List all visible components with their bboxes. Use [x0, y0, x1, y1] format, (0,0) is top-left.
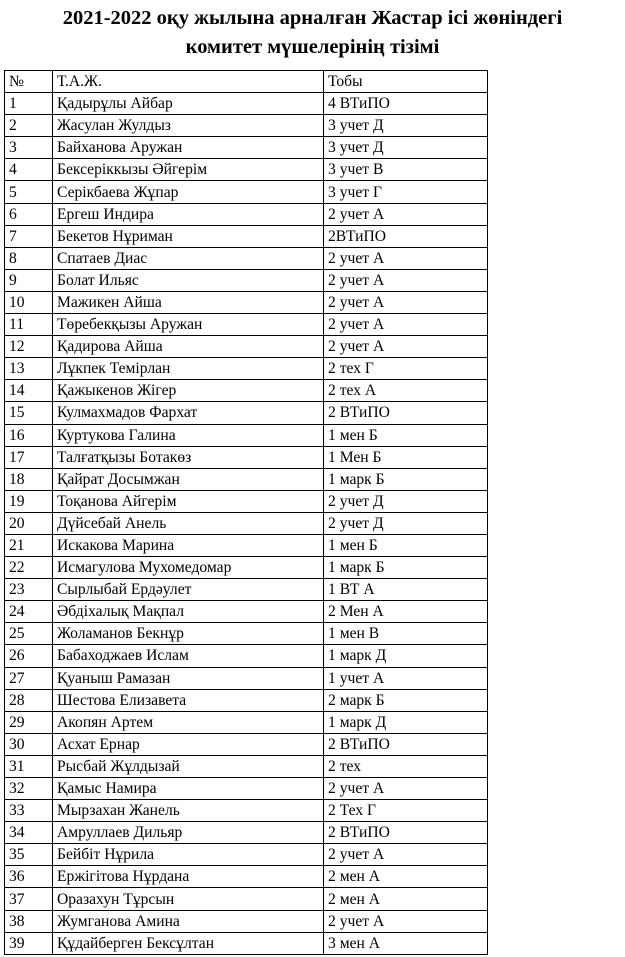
member-name: Лұкпек Темірлан — [53, 358, 324, 380]
member-name: Байханова Аружан — [53, 137, 324, 159]
members-table-body — [5, 71, 488, 955]
table-row — [5, 93, 488, 115]
member-group: 2 учет А — [324, 778, 488, 800]
row-number: 22 — [5, 557, 53, 579]
table-row — [5, 247, 488, 269]
row-number: 39 — [5, 932, 53, 954]
table-row — [5, 181, 488, 203]
row-number: 37 — [5, 888, 53, 910]
member-name: Жоламанов Бекнұр — [53, 623, 324, 645]
members-table — [4, 70, 488, 955]
member-name: Құдайберген Бексұлтан — [53, 932, 324, 954]
member-name: Рысбай Жұлдызай — [53, 755, 324, 777]
table-row — [5, 689, 488, 711]
table-row — [5, 711, 488, 733]
member-name: Шестова Елизавета — [53, 689, 324, 711]
member-group: 2 учет А — [324, 910, 488, 932]
member-group: 2 учет А — [324, 291, 488, 313]
table-row — [5, 667, 488, 689]
table-header-row — [5, 71, 488, 93]
member-name: Оразахун Тұрсын — [53, 888, 324, 910]
row-number: 15 — [5, 402, 53, 424]
member-group: 2 ВТиПО — [324, 822, 488, 844]
header-number: № — [5, 71, 53, 93]
row-number: 1 — [5, 93, 53, 115]
table-row — [5, 468, 488, 490]
row-number: 7 — [5, 225, 53, 247]
member-group: 2 мен А — [324, 866, 488, 888]
row-number: 8 — [5, 247, 53, 269]
member-group: 3 учет Г — [324, 181, 488, 203]
member-name: Бейбіт Нұрила — [53, 844, 324, 866]
row-number: 3 — [5, 137, 53, 159]
row-number: 17 — [5, 446, 53, 468]
table-row — [5, 512, 488, 534]
table-row — [5, 623, 488, 645]
member-name: Қадырұлы Айбар — [53, 93, 324, 115]
table-row — [5, 137, 488, 159]
member-group: 1 марк Д — [324, 711, 488, 733]
member-name: Куртукова Галина — [53, 424, 324, 446]
member-group: 3 учет Д — [324, 115, 488, 137]
table-row — [5, 115, 488, 137]
table-row — [5, 424, 488, 446]
table-row — [5, 755, 488, 777]
row-number: 28 — [5, 689, 53, 711]
row-number: 20 — [5, 512, 53, 534]
member-group: 4 ВТиПО — [324, 93, 488, 115]
table-row — [5, 645, 488, 667]
member-group: 2 учет А — [324, 203, 488, 225]
member-group: 1 марк Б — [324, 468, 488, 490]
member-name: Болат Ильяс — [53, 269, 324, 291]
member-name: Кулмахмадов Фархат — [53, 402, 324, 424]
member-name: Бекетов Нұриман — [53, 225, 324, 247]
table-row — [5, 733, 488, 755]
title-line-2: комитет мүшелерінің тізімі — [185, 36, 440, 58]
member-name: Сырлыбай Ердәулет — [53, 579, 324, 601]
row-number: 29 — [5, 711, 53, 733]
member-group: 2 ВТиПО — [324, 733, 488, 755]
table-row — [5, 800, 488, 822]
member-group: 2 учет Д — [324, 490, 488, 512]
table-row — [5, 557, 488, 579]
document-title — [0, 4, 625, 62]
row-number: 13 — [5, 358, 53, 380]
member-name: Тоқанова Айгерім — [53, 490, 324, 512]
table-row — [5, 203, 488, 225]
row-number: 30 — [5, 733, 53, 755]
table-row — [5, 358, 488, 380]
row-number: 14 — [5, 380, 53, 402]
member-name: Талғатқызы Ботакөз — [53, 446, 324, 468]
row-number: 23 — [5, 579, 53, 601]
row-number: 4 — [5, 159, 53, 181]
table-row — [5, 822, 488, 844]
member-name: Бексеріккызы Әйгерім — [53, 159, 324, 181]
row-number: 12 — [5, 336, 53, 358]
table-row — [5, 314, 488, 336]
member-group: 2 учет А — [324, 247, 488, 269]
member-group: 2 тех — [324, 755, 488, 777]
member-group: 2 учет А — [324, 336, 488, 358]
row-number: 24 — [5, 601, 53, 623]
member-name: Қажыкенов Жігер — [53, 380, 324, 402]
member-name: Бабаходжаев Ислам — [53, 645, 324, 667]
member-group: 3 мен А — [324, 932, 488, 954]
member-name: Қадирова Айша — [53, 336, 324, 358]
row-number: 27 — [5, 667, 53, 689]
member-name: Жумганова Амина — [53, 910, 324, 932]
table-row — [5, 291, 488, 313]
member-group: 3 учет Д — [324, 137, 488, 159]
member-name: Акопян Артем — [53, 711, 324, 733]
row-number: 26 — [5, 645, 53, 667]
table-row — [5, 910, 488, 932]
member-group: 2 учет А — [324, 314, 488, 336]
row-number: 34 — [5, 822, 53, 844]
member-name: Искакова Марина — [53, 534, 324, 556]
row-number: 35 — [5, 844, 53, 866]
member-name: Жасулан Жулдыз — [53, 115, 324, 137]
member-group: 2 тех Г — [324, 358, 488, 380]
row-number: 36 — [5, 866, 53, 888]
table-row — [5, 269, 488, 291]
title-line-1: 2021-2022 оқу жылына арналған Жастар ісі жөніндегі — [62, 7, 563, 29]
member-group: 2ВТиПО — [324, 225, 488, 247]
table-row — [5, 888, 488, 910]
row-number: 11 — [5, 314, 53, 336]
member-group: 1 марк Б — [324, 557, 488, 579]
table-row — [5, 380, 488, 402]
member-group: 1 учет А — [324, 667, 488, 689]
member-name: Мажикен Айша — [53, 291, 324, 313]
row-number: 19 — [5, 490, 53, 512]
member-name: Дүйсебай Анель — [53, 512, 324, 534]
member-name: Төребекқызы Аружан — [53, 314, 324, 336]
member-name: Ергеш Индира — [53, 203, 324, 225]
header-group: Тобы — [324, 71, 488, 93]
member-group: 1 марк Д — [324, 645, 488, 667]
row-number: 6 — [5, 203, 53, 225]
member-name: Қайрат Досымжан — [53, 468, 324, 490]
row-number: 33 — [5, 800, 53, 822]
member-group: 2 учет Д — [324, 512, 488, 534]
table-row — [5, 534, 488, 556]
member-name: Амруллаев Дильяр — [53, 822, 324, 844]
member-group: 2 учет А — [324, 269, 488, 291]
row-number: 9 — [5, 269, 53, 291]
member-name: Ержігітова Нұрдана — [53, 866, 324, 888]
member-group: 1 Мен Б — [324, 446, 488, 468]
member-name: Әбдіхалық Мақпал — [53, 601, 324, 623]
row-number: 21 — [5, 534, 53, 556]
row-number: 16 — [5, 424, 53, 446]
table-row — [5, 446, 488, 468]
member-group: 1 мен Б — [324, 534, 488, 556]
row-number: 31 — [5, 755, 53, 777]
member-group: 2 ВТиПО — [324, 402, 488, 424]
table-row — [5, 932, 488, 954]
member-group: 1 мен В — [324, 623, 488, 645]
member-name: Исмагулова Мухомедомар — [53, 557, 324, 579]
row-number: 25 — [5, 623, 53, 645]
row-number: 32 — [5, 778, 53, 800]
member-group: 2 Мен А — [324, 601, 488, 623]
member-name: Серікбаева Жұпар — [53, 181, 324, 203]
table-row — [5, 844, 488, 866]
member-group: 2 мен А — [324, 888, 488, 910]
member-group: 1 ВТ А — [324, 579, 488, 601]
member-name: Қуаныш Рамазан — [53, 667, 324, 689]
member-group: 2 Тех Г — [324, 800, 488, 822]
table-row — [5, 778, 488, 800]
member-group: 2 учет А — [324, 844, 488, 866]
member-group: 2 марк Б — [324, 689, 488, 711]
table-row — [5, 579, 488, 601]
member-group: 1 мен Б — [324, 424, 488, 446]
table-row — [5, 159, 488, 181]
member-name: Асхат Ернар — [53, 733, 324, 755]
table-row — [5, 225, 488, 247]
table-row — [5, 866, 488, 888]
row-number: 38 — [5, 910, 53, 932]
member-group: 2 тех А — [324, 380, 488, 402]
row-number: 2 — [5, 115, 53, 137]
table-row — [5, 490, 488, 512]
row-number: 10 — [5, 291, 53, 313]
row-number: 5 — [5, 181, 53, 203]
table-row — [5, 601, 488, 623]
row-number: 18 — [5, 468, 53, 490]
member-name: Қамыс Намира — [53, 778, 324, 800]
member-group: 3 учет В — [324, 159, 488, 181]
header-full-name: Т.А.Ж. — [53, 71, 324, 93]
table-row — [5, 402, 488, 424]
table-row — [5, 336, 488, 358]
member-name: Мырзахан Жанель — [53, 800, 324, 822]
member-name: Спатаев Диас — [53, 247, 324, 269]
